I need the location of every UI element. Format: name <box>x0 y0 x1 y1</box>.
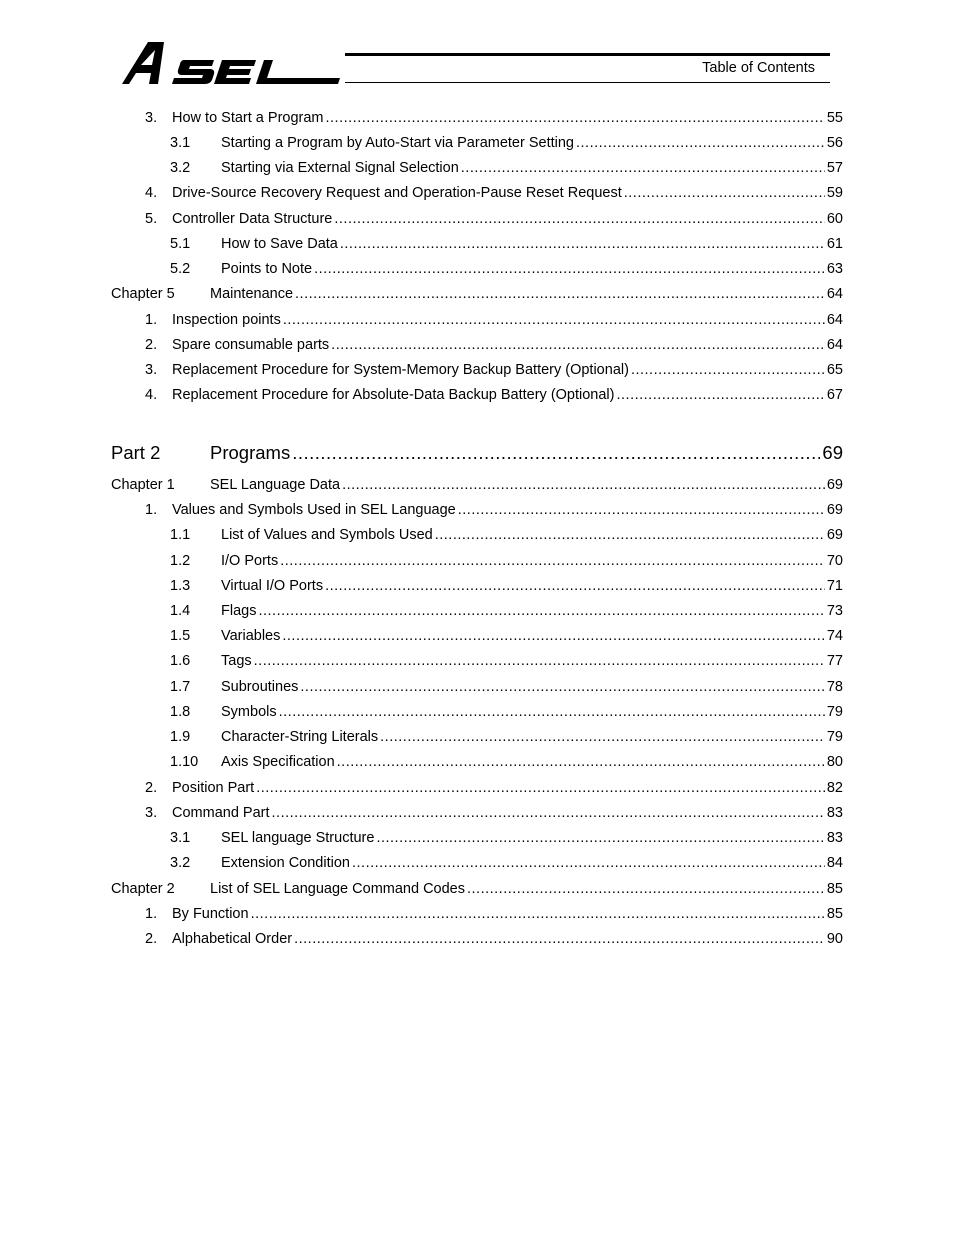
toc-entry-page: 69 <box>826 502 843 518</box>
toc-dot-leader <box>292 440 820 466</box>
toc-entry-number: 1.5 <box>170 628 191 644</box>
toc-entry-title: Virtual I/O Ports <box>221 578 324 594</box>
toc-dot-leader <box>283 310 825 330</box>
toc-entry-title: I/O Ports <box>221 553 279 569</box>
toc-entry-title: Tags <box>221 653 252 669</box>
toc-entry-title: Inspection points <box>172 312 281 328</box>
toc-entry-title: Starting via External Signal Selection <box>221 160 459 176</box>
header-rule-thick <box>345 53 830 56</box>
toc-entry-title: Points to Note <box>221 261 313 277</box>
toc-entry[interactable] <box>0 778 954 798</box>
toc-entry[interactable] <box>0 310 954 330</box>
toc-dot-leader <box>458 500 825 520</box>
toc-entry[interactable] <box>0 853 954 873</box>
asel-logo <box>118 36 348 90</box>
toc-entry-title: Flags <box>221 603 257 619</box>
toc-entry-page: 82 <box>826 780 843 796</box>
toc-entry-page: 79 <box>826 704 843 720</box>
toc-entry-page: 71 <box>826 578 843 594</box>
toc-dot-leader <box>295 284 825 304</box>
toc-entry-title: Programs <box>210 442 291 463</box>
toc-entry-number: 4. <box>145 185 158 201</box>
toc-entry-page: 80 <box>826 754 843 770</box>
toc-entry-title: Alphabetical Order <box>172 931 293 947</box>
toc-entry-number: 2. <box>145 780 158 796</box>
toc-entry-number: 5.1 <box>170 236 191 252</box>
toc-dot-leader <box>294 929 825 949</box>
toc-entry-title: Replacement Procedure for Absolute-Data Backup Battery (Optional) <box>172 387 615 403</box>
toc-entry-number: Chapter 5 <box>111 286 175 302</box>
toc-dot-leader <box>334 209 824 229</box>
toc-entry-number: 2. <box>145 931 158 947</box>
toc-entry-number: Part 2 <box>111 442 161 463</box>
toc-entry-title: Position Part <box>172 780 255 796</box>
toc-entry[interactable] <box>0 183 954 203</box>
toc-dot-leader <box>279 702 825 722</box>
toc-entry-page: 65 <box>826 362 843 378</box>
toc-entry-number: 1.2 <box>170 553 191 569</box>
toc-entry-page: 63 <box>826 261 843 277</box>
toc-dot-leader <box>331 335 825 355</box>
toc-entry-title: Variables <box>221 628 281 644</box>
toc-entry-title: Character-String Literals <box>221 729 379 745</box>
toc-entry-page: 78 <box>826 679 843 695</box>
toc-entry-page: 70 <box>826 553 843 569</box>
toc-entry[interactable] <box>0 828 954 848</box>
toc-dot-leader <box>576 133 825 153</box>
toc-entry[interactable] <box>0 803 954 823</box>
toc-entry-number: Chapter 2 <box>111 881 175 897</box>
toc-chapter-entry[interactable] <box>0 879 954 899</box>
toc-dot-leader <box>256 778 825 798</box>
toc-dot-leader <box>380 727 825 747</box>
toc-dot-leader <box>258 601 824 621</box>
toc-entry-page: 69 <box>826 527 843 543</box>
toc-entry-page: 83 <box>826 830 843 846</box>
toc-entry[interactable] <box>0 158 954 178</box>
toc-entry-page: 83 <box>826 805 843 821</box>
toc-entry[interactable] <box>0 904 954 924</box>
toc-entry-number: 3.1 <box>170 135 191 151</box>
toc-dot-leader <box>280 551 825 571</box>
toc-entry-page: 67 <box>826 387 843 403</box>
toc-entry-title: List of Values and Symbols Used <box>221 527 433 543</box>
toc-entry[interactable] <box>0 209 954 229</box>
toc-entry-title: Values and Symbols Used in SEL Language <box>172 502 456 518</box>
toc-entry-title: How to Save Data <box>221 236 338 252</box>
toc-dot-leader <box>435 525 825 545</box>
toc-entry-page: 74 <box>826 628 843 644</box>
toc-entry-title: Maintenance <box>210 286 294 302</box>
toc-entry-number: 5.2 <box>170 261 191 277</box>
toc-part-entry[interactable] <box>0 440 954 466</box>
toc-entry-number: 1. <box>145 312 158 328</box>
toc-entry-number: 1. <box>145 906 158 922</box>
toc-entry-title: Subroutines <box>221 679 299 695</box>
toc-entry-number: 3. <box>145 805 158 821</box>
toc-entry[interactable] <box>0 234 954 254</box>
toc-entry-title: Replacement Procedure for System-Memory Backup Battery (Optional) <box>172 362 629 378</box>
toc-entry[interactable] <box>0 335 954 355</box>
toc-entry-page: 77 <box>826 653 843 669</box>
toc-dot-leader <box>282 626 824 646</box>
toc-entry-number: 3.1 <box>170 830 191 846</box>
toc-entry-title: Controller Data Structure <box>172 211 333 227</box>
toc-entry-title: Starting a Program by Auto-Start via Parameter Setting <box>221 135 574 151</box>
toc-entry[interactable] <box>0 259 954 279</box>
toc-entry[interactable] <box>0 385 954 405</box>
toc-entry-page: 64 <box>826 337 843 353</box>
toc-entry-title: Axis Specification <box>221 754 335 770</box>
toc-entry-title: Drive-Source Recovery Request and Operation-Pause Reset Request <box>172 185 622 201</box>
toc-dot-leader <box>300 677 824 697</box>
toc-entry-title: How to Start a Program <box>172 110 324 126</box>
toc-entry-number: 1. <box>145 502 158 518</box>
toc-entry-number: 3.2 <box>170 855 191 871</box>
toc-dot-leader <box>325 576 825 596</box>
toc-entry-page: 55 <box>826 110 843 126</box>
toc-entry-title: Symbols <box>221 704 277 720</box>
toc-entry-title: Command Part <box>172 805 270 821</box>
toc-entry-page: 85 <box>826 906 843 922</box>
toc-dot-leader <box>467 879 825 899</box>
toc-entry[interactable] <box>0 500 954 520</box>
toc-entry-number: 1.3 <box>170 578 191 594</box>
header-section-title: Table of Contents <box>702 60 815 76</box>
toc-dot-leader <box>340 234 825 254</box>
toc-entry-number: 1.7 <box>170 679 191 695</box>
toc-entry-page: 85 <box>826 881 843 897</box>
toc-dot-leader <box>314 259 825 279</box>
toc-dot-leader <box>352 853 825 873</box>
toc-entry[interactable] <box>0 108 954 128</box>
toc-entry-number: 4. <box>145 387 158 403</box>
toc-chapter-entry[interactable] <box>0 475 954 495</box>
toc-entry[interactable] <box>0 525 954 545</box>
toc-entry[interactable] <box>0 727 954 747</box>
toc-entry[interactable] <box>0 702 954 722</box>
toc-entry[interactable] <box>0 752 954 772</box>
toc-entry-title: Spare consumable parts <box>172 337 330 353</box>
toc-entry-page: 59 <box>826 185 843 201</box>
toc-entry[interactable] <box>0 133 954 153</box>
toc-entry-page: 69 <box>826 477 843 493</box>
toc-entry-number: 5. <box>145 211 158 227</box>
toc-entry-number: 1.10 <box>170 754 199 770</box>
toc-dot-leader <box>376 828 824 848</box>
toc-entry-page: 90 <box>826 931 843 947</box>
toc-entry-page: 73 <box>826 603 843 619</box>
toc-dot-leader <box>251 904 825 924</box>
toc-entry-page: 64 <box>826 286 843 302</box>
toc-entry-title: Extension Condition <box>221 855 350 871</box>
toc-entry-page: 57 <box>826 160 843 176</box>
toc-entry-page: 79 <box>826 729 843 745</box>
toc-entry-page: 69 <box>822 442 843 463</box>
toc-entry[interactable] <box>0 576 954 596</box>
toc-dot-leader <box>616 385 824 405</box>
toc-entry-number: 2. <box>145 337 158 353</box>
toc-dot-leader <box>342 475 825 495</box>
toc-entry-page: 56 <box>826 135 843 151</box>
toc-dot-leader <box>337 752 825 772</box>
toc-dot-leader <box>461 158 825 178</box>
toc-entry-title: List of SEL Language Command Codes <box>210 881 465 897</box>
toc-dot-leader <box>326 108 825 128</box>
toc-entry-number: 1.1 <box>170 527 191 543</box>
toc-entry[interactable] <box>0 601 954 621</box>
toc-chapter-entry[interactable] <box>0 284 954 304</box>
toc-entry-number: 3.2 <box>170 160 191 176</box>
toc-entry-number: 1.9 <box>170 729 191 745</box>
toc-entry[interactable] <box>0 677 954 697</box>
toc-entry-number: Chapter 1 <box>111 477 175 493</box>
toc-dot-leader <box>624 183 825 203</box>
toc-dot-leader <box>631 360 825 380</box>
toc-entry[interactable] <box>0 929 954 949</box>
toc-entry-page: 64 <box>826 312 843 328</box>
toc-dot-leader <box>272 803 825 823</box>
toc-entry-number: 1.6 <box>170 653 191 669</box>
toc-entry-number: 3. <box>145 110 158 126</box>
toc-entry-page: 60 <box>826 211 843 227</box>
toc-entry[interactable] <box>0 360 954 380</box>
toc-dot-leader <box>254 651 825 671</box>
toc-entry[interactable] <box>0 626 954 646</box>
toc-entry[interactable] <box>0 551 954 571</box>
toc-entry-number: 1.4 <box>170 603 191 619</box>
toc-entry-number: 1.8 <box>170 704 191 720</box>
toc-entry-title: By Function <box>172 906 249 922</box>
toc-entry-number: 3. <box>145 362 158 378</box>
toc-entry[interactable] <box>0 651 954 671</box>
header-rule-thin <box>345 82 830 83</box>
toc-entry-page: 61 <box>826 236 843 252</box>
toc-entry-page: 84 <box>826 855 843 871</box>
toc-entry-title: SEL language Structure <box>221 830 375 846</box>
toc-entry-title: SEL Language Data <box>210 477 341 493</box>
page-header <box>0 0 954 100</box>
